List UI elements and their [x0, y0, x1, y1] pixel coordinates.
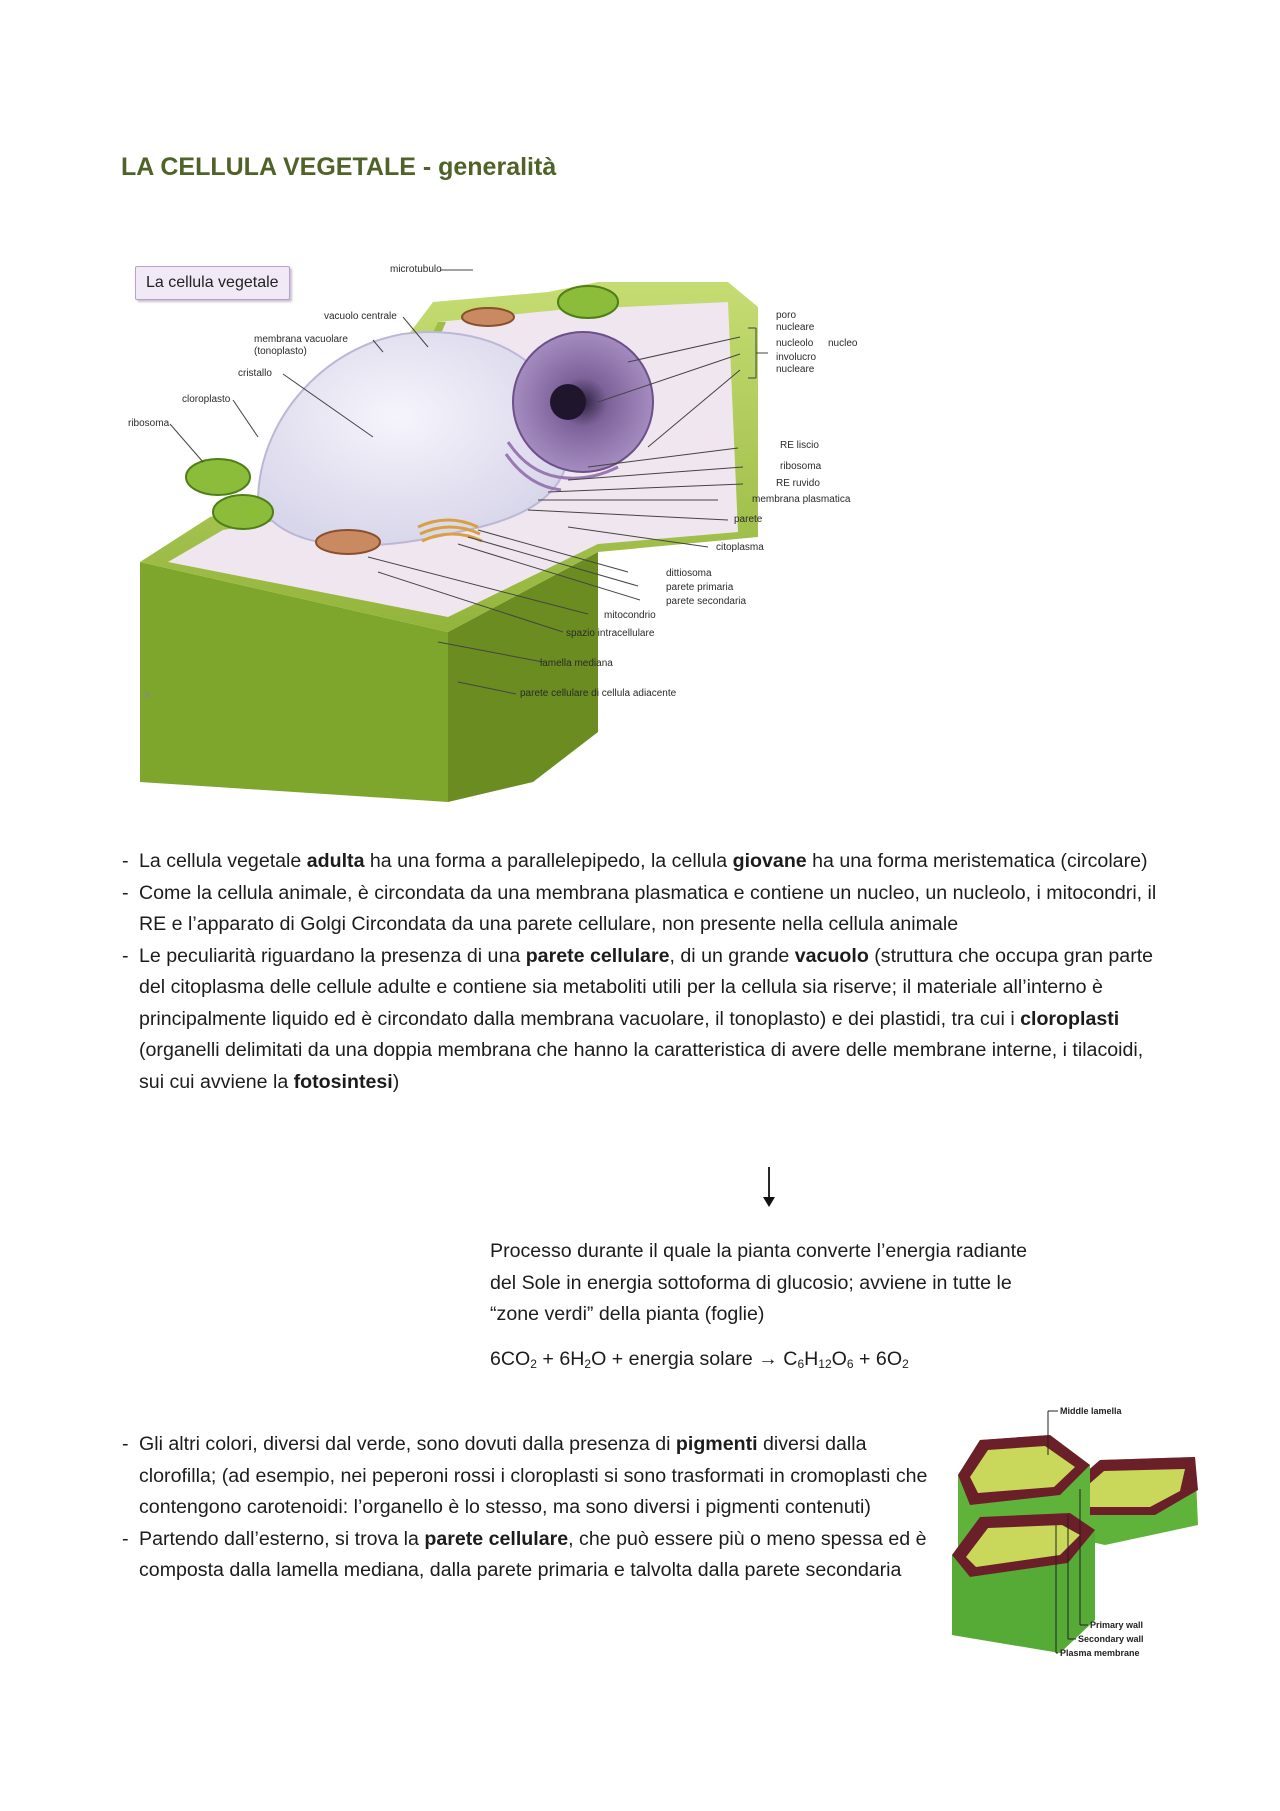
- cell-wall-illustration: [940, 1395, 1210, 1670]
- label-parete-secondaria: parete secondaria: [666, 596, 747, 607]
- list-item: - Come la cellula animale, è circondata da una membrana plasmatica e contiene un nucleo, un nucleolo, i mitocondri, il RE e l’apparato di Golgi Circondata da una parete cellulare, non presente nella cellula animale: [122, 878, 1162, 941]
- label-figure-a: A: [144, 690, 151, 701]
- list-item: - Le peculiarità riguardano la presenza di una parete cellulare, di un grande vacuolo (struttura che occupa gran parte del citoplasma delle cellule adulte e contiene sia metaboliti utili per la cellula sia riserve; il materiale all’interno è principalmente liquido ed è circondato dalla membrana vacuolare, il tonoplasto) e dei plastidi, tra cui i cloroplasti (organelli delimitati da una doppia membrana che hanno la caratteristica di avere delle membrane interne, i tilacoidi, sui cui avviene la fotosintesi): [122, 941, 1162, 1099]
- label-involucro: involucro: [776, 352, 817, 363]
- label-microtubulo: microtubulo: [390, 264, 442, 275]
- label-nucleare: nucleare: [776, 322, 815, 333]
- label-nucleare-2: nucleare: [776, 364, 815, 375]
- label-plasma-membrane: Plasma membrane: [1060, 1648, 1140, 1658]
- label-nucleolo: nucleolo: [776, 338, 814, 349]
- photosynthesis-definition: Processo durante il quale la pianta converte l’energia radiante del Sole in energia sottoforma di glucosio; avviene in tutte le “zone verdi” della pianta (foglie): [490, 1240, 1027, 1325]
- label-parete: parete: [734, 514, 763, 525]
- label-poro: poro: [776, 310, 797, 321]
- bullet-list-1: [122, 846, 1162, 1098]
- label-spazio-intracellulare: spazio intracellulare: [566, 628, 655, 639]
- label-mitocondrio: mitocondrio: [604, 610, 656, 621]
- plant-cell-illustration: [128, 262, 868, 802]
- chloroplast-1: [186, 459, 250, 495]
- figure-title-badge: La cellula vegetale: [135, 266, 290, 300]
- label-lamella-mediana: lamella mediana: [540, 658, 613, 669]
- mitochondrion-1: [316, 530, 380, 554]
- label-cristallo: cristallo: [238, 368, 272, 379]
- down-arrow-icon: [759, 1165, 779, 1211]
- label-parete-adiacente: parete cellulare di cellula adiacente: [520, 688, 677, 699]
- label-nucleo: nucleo: [828, 338, 858, 349]
- label-secondary-wall: Secondary wall: [1078, 1634, 1144, 1644]
- label-ribosoma-right: ribosoma: [780, 461, 822, 472]
- plant-cell-figure: [128, 262, 868, 802]
- photosynthesis-equation: $6CO_2 + 6H_2O$ + energia solare → $C_6H_{12}O_6 + 6O_2$: [490, 1348, 909, 1371]
- label-cloroplasto: cloroplasto: [182, 394, 231, 405]
- label-parete-primaria: parete primaria: [666, 582, 734, 593]
- label-dittiosoma: dittiosoma: [666, 568, 712, 579]
- label-ribosoma-left: ribosoma: [128, 418, 170, 429]
- label-tonoplasto: (tonoplasto): [254, 346, 307, 357]
- label-primary-wall: Primary wall: [1090, 1620, 1144, 1630]
- list-item: - La cellula vegetale adulta ha una forma a parallelepipedo, la cellula giovane ha una forma meristematica (circolare): [122, 846, 1162, 878]
- label-re-ruvido: RE ruvido: [776, 478, 820, 489]
- chloroplast-3: [558, 286, 618, 318]
- label-citoplasma: citoplasma: [716, 542, 764, 553]
- list-item: - Gli altri colori, diversi dal verde, sono dovuti dalla presenza di pigmenti diversi dalla clorofilla; (ad esempio, nei peperoni rossi i cloroplasti si sono trasformati in cromoplasti che contengono carotenoidi: l’organello è lo stesso, ma sono diversi i pigmenti contenuti): [122, 1429, 942, 1524]
- bullet-list-2: [122, 1429, 942, 1587]
- label-membrana-plasmatica: membrana plasmatica: [752, 494, 851, 505]
- list-item: - Partendo dall’esterno, si trova la parete cellulare, che può essere più o meno spessa ed è composta dalla lamella mediana, dalla parete primaria e talvolta dalla parete secondaria: [122, 1524, 942, 1587]
- cell-wall-figure: [940, 1395, 1210, 1670]
- page-title: LA CELLULA VEGETALE - generalità: [121, 153, 557, 181]
- label-re-liscio: RE liscio: [780, 440, 819, 451]
- label-middle-lamella: Middle lamella: [1060, 1406, 1122, 1416]
- nucleolus: [550, 384, 586, 420]
- label-membrana-vacuolare: membrana vacuolare: [254, 334, 348, 345]
- chloroplast-2: [213, 495, 273, 529]
- label-vacuolo-centrale: vacuolo centrale: [324, 311, 397, 322]
- mitochondrion-2: [462, 308, 514, 326]
